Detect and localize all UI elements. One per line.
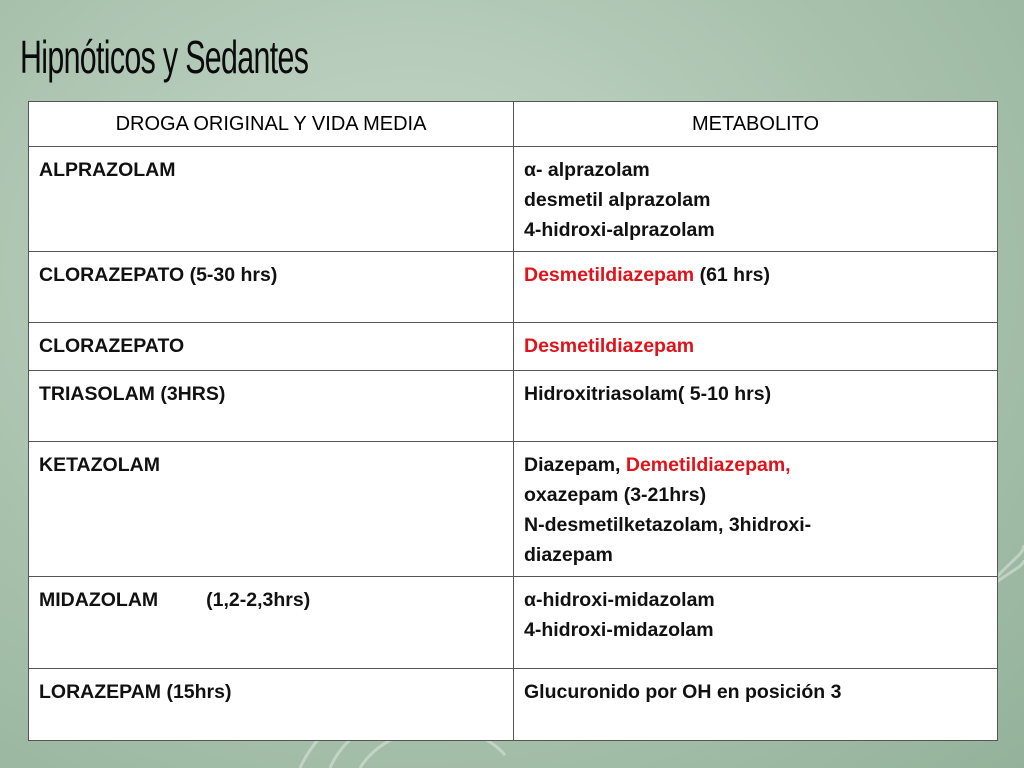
metabolite-line [524,331,987,361]
drug-name: KETAZOLAM [39,454,160,476]
metabolite-line [524,615,987,645]
metabolite-cell [514,669,998,741]
metabolite-text: Hidroxitriasolam( 5-10 hrs) [524,383,772,405]
metabolite-cell [514,323,998,371]
metabolite-line [524,480,987,510]
table-row [29,442,998,577]
table-row [29,147,998,252]
drug-cell [29,252,514,323]
metabolite-highlight-text: Desmetildiazepam [524,335,695,357]
header-droga-original: DROGA ORIGINAL Y VIDA MEDIA [29,102,514,147]
metabolite-cell [514,147,998,252]
metabolite-text: oxazepam (3-21hrs) [524,484,707,506]
metabolite-line [524,260,987,290]
metabolite-text: desmetil alprazolam [524,189,711,211]
drug-name: CLORAZEPATO (5-30 hrs) [39,264,278,286]
metabolite-line [524,677,987,707]
table-row [29,323,998,371]
table-header-row [29,102,998,147]
metabolite-line [524,450,987,480]
drug-cell [29,669,514,741]
metabolite-highlight-text: Demetildiazepam, [625,454,791,476]
metabolite-text: N-desmetilketazolam, 3hidroxi- [524,514,812,536]
drug-name: LORAZEPAM (15hrs) [39,681,232,703]
drug-metabolite-table [28,101,998,741]
metabolite-text: 4-hidroxi-midazolam [524,619,714,641]
metabolite-text: α- alprazolam [524,159,650,181]
metabolite-text: Glucuronido por OH en posición 3 [524,681,842,703]
table-row [29,252,998,323]
drug-half-life: (1,2-2,3hrs) [206,589,311,611]
metabolite-cell [514,577,998,669]
metabolite-text: (61 hrs) [694,264,771,286]
table-row [29,371,998,442]
metabolite-line [524,540,987,570]
metabolite-text: 4-hidroxi-alprazolam [524,219,715,241]
slide-title: Hipnóticos y Sedantes [20,31,309,83]
drug-name: MIDAZOLAM [39,589,159,611]
table-row [29,577,998,669]
metabolite-text: diazepam [524,544,613,566]
metabolite-text: Diazepam, [524,454,626,476]
metabolite-cell [514,371,998,442]
drug-name: TRIASOLAM (3HRS) [39,383,226,405]
metabolite-line [524,215,987,245]
metabolite-cell [514,442,998,577]
metabolite-line [524,510,987,540]
metabolite-highlight-text: Desmetildiazepam [524,264,695,286]
drug-cell [29,147,514,252]
drug-name: ALPRAZOLAM [39,159,176,181]
metabolite-line [524,379,987,409]
metabolite-text: α-hidroxi-midazolam [524,589,715,611]
drug-cell [29,442,514,577]
drug-cell [29,371,514,442]
drug-name: CLORAZEPATO [39,335,185,357]
metabolite-line [524,185,987,215]
drug-cell [29,323,514,371]
table-row [29,669,998,741]
metabolite-line [524,155,987,185]
drug-cell [29,577,514,669]
metabolite-line [524,585,987,615]
header-metabolito: METABOLITO [514,102,998,147]
metabolite-cell [514,252,998,323]
